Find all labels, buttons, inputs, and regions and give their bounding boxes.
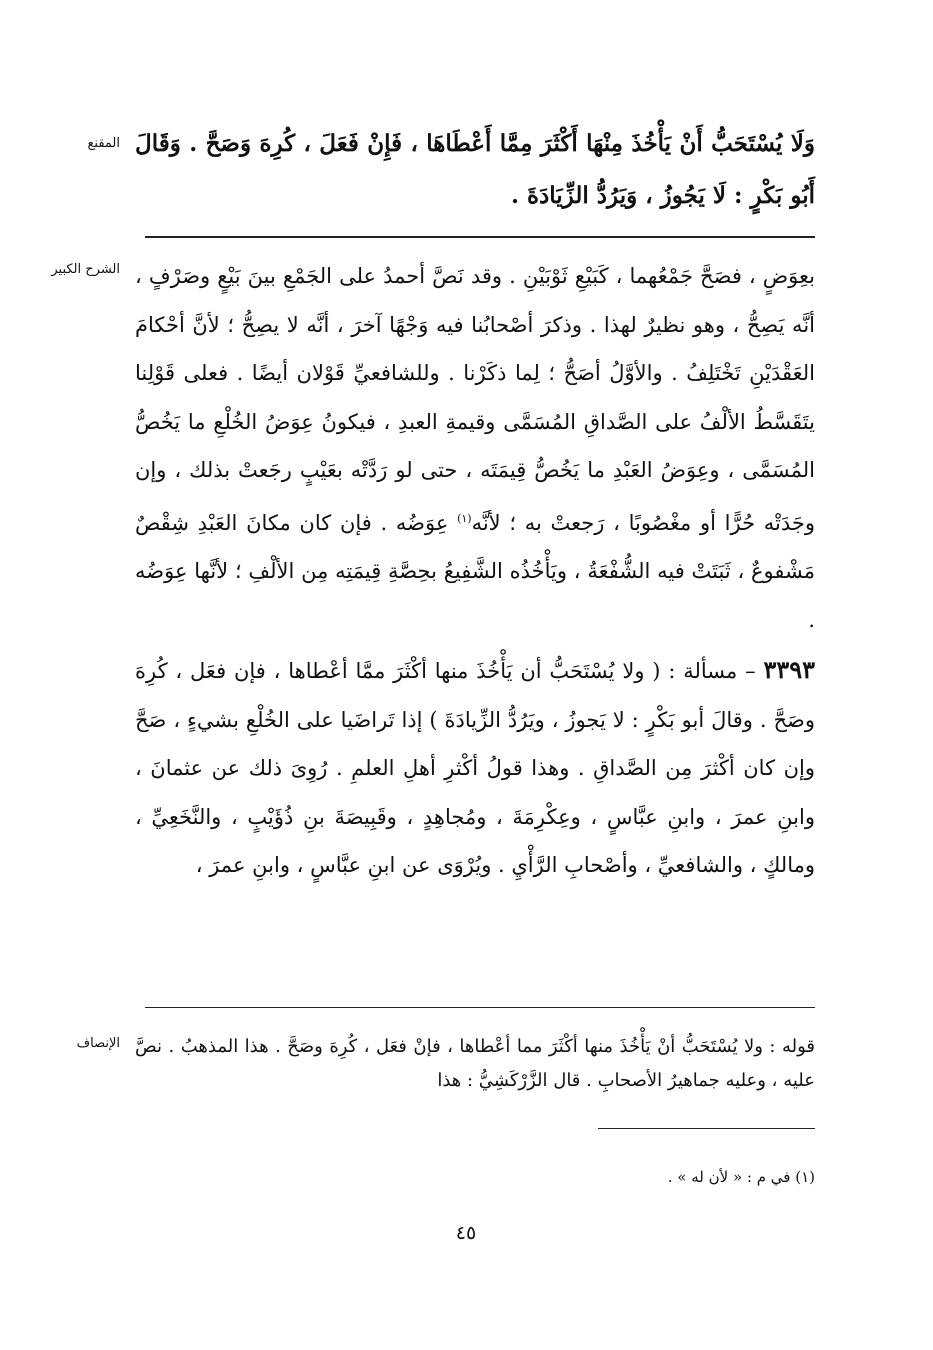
insaf-text (135, 1030, 815, 1098)
masala-number: ٣٣٩٣ (763, 655, 815, 684)
footnote: (١) في م : « لأن له » . (667, 1168, 815, 1186)
sharh-paragraph-1-end: عِوَضُه . فإن كان مكانَ العَبْدِ شِقْصٌ مَشْفوعٌ ، ثَبَتَتْ فيه الشُّفْعَةُ ، ويَأْخُذُه الشَّفِيعُ بحِصَّةِ قِيمَتِه مِن الألْفِ ؛ لأنَّها عِوَضُه . (135, 510, 815, 632)
divider-top (145, 236, 815, 238)
sharh-paragraph-2 (135, 646, 815, 890)
label-sharh: الشرح الكبير (51, 262, 120, 277)
sharh-paragraph-2-text: – مسألة : ( ولا يُسْتَحَبُّ أن يَأْخُذَ منها أكْثَرَ ممَّا أعْطاها ، فإن فعَل ، كُرِهَ وصَحَّ . وقالَ أبو بَكْرٍ : لا يَجوزُ ، ويَرُدُّ الزِّيادَةَ ) إذا تَراضَيا على الخُلْعِ بشيءٍ ، صَحَّ وإن كان أكْثرَ مِن الصَّداقِ . وهذا قولُ أكْثرِ أهلِ العلمِ . رُوِىَ ذلك عن عثمانَ ، وابنِ عمرَ ، وابنِ عبَّاسٍ ، وعِكْرِمَةَ ، ومُجاهِدٍ ، وقَبِيصَةَ بنِ ذُؤَيْبٍ ، والنَّخَعِيِّ ، ومالكٍ ، والشافعيِّ ، وأصْحابِ الرَّأْيِ . ويُرْوَى عن ابنِ عبَّاسٍ ، وابنِ عمرَ ، (135, 659, 815, 877)
footnote-divider (598, 1128, 815, 1129)
page-number: ٤٥ (455, 1222, 477, 1244)
muqni-text (135, 118, 815, 222)
footnote-marker: (١) (457, 511, 472, 525)
label-insaf: الإنصاف (76, 1036, 120, 1051)
sharh-paragraph-1 (135, 252, 815, 644)
sharh-text (135, 252, 815, 890)
label-muqni: المقنع (87, 136, 120, 151)
muqni-paragraph: وَلَا يُسْتَحَبُّ أَنْ يَأْخُذَ مِنْهَا أَكْثَرَ مِمَّا أَعْطَاهَا ، فَإِنْ فَعَلَ ، كُرِهَ وَصَحَّ . وَقَالَ أَبُو بَكْرٍ : لَا يَجُوزُ ، وَيَرُدُّ الزِّيَادَةَ . (135, 130, 815, 209)
divider-bottom (145, 1007, 815, 1008)
sharh-paragraph-1-text: بعِوَضٍ ، فصَحَّ جَمْعُهما ، كَبَيْعِ ثَوْبَيْنِ . وقد نَصَّ أحمدُ على الجَمْعِ بينَ بَيْعٍ وصَرْفٍ ، أنَّه يَصِحُّ ، وهو نظيرٌ لهذا . وذكرَ أصْحابُنا فيه وَجْهًا آخرَ ، أنَّه لا يصِحُّ ؛ لأنَّ أحْكامَ العَقْدَيْنِ تَخْتَلِفُ . والأوَّلُ أصَحُّ ؛ لِما ذكَرْنا . وللشافعيِّ قَوْلان أيضًا . فعلى قَوْلِنا يتَقَسَّطُ الألْفُ على الصَّداقِ المُسَمَّى وقيمةِ العبدِ ، فيكونُ عِوَضُ الخُلْعِ ما يَخُصُّ المُسَمَّى ، وعِوَضُ العَبْدِ ما يَخُصُّ قِيمَتَه ، حتى لو رَدَّتْه بعَيْبٍ رجَعتْ بذلك ، وإن وجَدَتْه حُرًّا أو مغْصُوبًا ، رَجعتْ به ؛ لأنَّه (135, 264, 815, 535)
insaf-paragraph: قوله : ولا يُسْتَحَبُّ أنْ يَأْخُذَ منها أكْثَرَ مما أعْطاها ، فإنْ فعَل ، كُرِهَ وصَحَّ . هذا المذهبُ . نصَّ عليه ، وعليه جماهيرُ الأصحابِ . قال الزَّرْكَشِيُّ : هذا (135, 1036, 815, 1091)
